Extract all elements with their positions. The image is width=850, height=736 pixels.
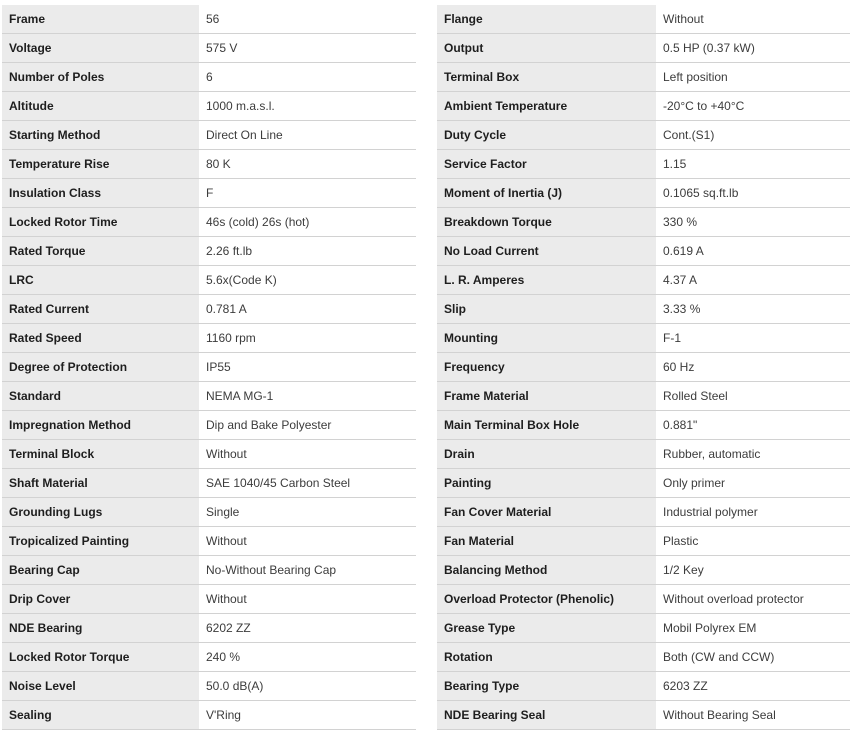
spec-row [2, 469, 416, 498]
spec-value: Without [199, 527, 416, 556]
spec-value: -20°C to +40°C [656, 92, 850, 121]
spec-row [2, 266, 416, 295]
spec-row [437, 179, 850, 208]
spec-value: 0.1065 sq.ft.lb [656, 179, 850, 208]
spec-label: Slip [437, 295, 656, 324]
spec-row [2, 150, 416, 179]
spec-row [2, 34, 416, 63]
spec-value: Only primer [656, 469, 850, 498]
spec-label: Locked Rotor Torque [2, 643, 199, 672]
spec-label: Duty Cycle [437, 121, 656, 150]
spec-row [437, 556, 850, 585]
spec-label: LRC [2, 266, 199, 295]
spec-row [2, 208, 416, 237]
spec-label: Tropicalized Painting [2, 527, 199, 556]
spec-row [2, 353, 416, 382]
spec-value: 1.15 [656, 150, 850, 179]
spec-row [2, 295, 416, 324]
spec-row [437, 150, 850, 179]
spec-value: Direct On Line [199, 121, 416, 150]
spec-row [2, 585, 416, 614]
spec-row [437, 498, 850, 527]
spec-value: Without Bearing Seal [656, 701, 850, 730]
spec-row [437, 440, 850, 469]
spec-value: 50.0 dB(A) [199, 672, 416, 701]
spec-value: 56 [199, 5, 416, 34]
spec-row [437, 63, 850, 92]
spec-value: Left position [656, 63, 850, 92]
spec-label: Standard [2, 382, 199, 411]
spec-value: 1000 m.a.s.l. [199, 92, 416, 121]
spec-value: 0.619 A [656, 237, 850, 266]
spec-value: 330 % [656, 208, 850, 237]
spec-label: Bearing Type [437, 672, 656, 701]
spec-value: SAE 1040/45 Carbon Steel [199, 469, 416, 498]
spec-label: Drip Cover [2, 585, 199, 614]
spec-row [437, 34, 850, 63]
spec-label: Rated Speed [2, 324, 199, 353]
spec-row [2, 121, 416, 150]
spec-label: Service Factor [437, 150, 656, 179]
spec-table-left-body [2, 5, 416, 730]
spec-value: 575 V [199, 34, 416, 63]
spec-row [437, 527, 850, 556]
spec-label: Grounding Lugs [2, 498, 199, 527]
spec-label: L. R. Amperes [437, 266, 656, 295]
spec-value: Both (CW and CCW) [656, 643, 850, 672]
spec-row [2, 672, 416, 701]
spec-value: Plastic [656, 527, 850, 556]
spec-value: No-Without Bearing Cap [199, 556, 416, 585]
spec-table-right-body [437, 5, 850, 730]
spec-row [2, 382, 416, 411]
spec-label: Terminal Block [2, 440, 199, 469]
spec-label: Breakdown Torque [437, 208, 656, 237]
spec-value: Without [199, 585, 416, 614]
spec-value: IP55 [199, 353, 416, 382]
spec-row [437, 295, 850, 324]
spec-row [437, 614, 850, 643]
spec-value: Without [656, 5, 850, 34]
spec-row [2, 701, 416, 730]
spec-value: Single [199, 498, 416, 527]
spec-label: Ambient Temperature [437, 92, 656, 121]
spec-label: Sealing [2, 701, 199, 730]
spec-label: Insulation Class [2, 179, 199, 208]
spec-label: Mounting [437, 324, 656, 353]
spec-value: 3.33 % [656, 295, 850, 324]
spec-row [2, 5, 416, 34]
spec-label: Locked Rotor Time [2, 208, 199, 237]
spec-row [437, 701, 850, 730]
spec-row [2, 63, 416, 92]
spec-label: Shaft Material [2, 469, 199, 498]
spec-value: 6203 ZZ [656, 672, 850, 701]
spec-value: 6202 ZZ [199, 614, 416, 643]
spec-label: No Load Current [437, 237, 656, 266]
spec-row [2, 237, 416, 266]
spec-label: NDE Bearing [2, 614, 199, 643]
spec-label: Rated Torque [2, 237, 199, 266]
spec-row [437, 672, 850, 701]
spec-value: F [199, 179, 416, 208]
spec-row [437, 324, 850, 353]
spec-label: Fan Cover Material [437, 498, 656, 527]
spec-value: 0.781 A [199, 295, 416, 324]
spec-label: Balancing Method [437, 556, 656, 585]
spec-value: 240 % [199, 643, 416, 672]
spec-value: 46s (cold) 26s (hot) [199, 208, 416, 237]
spec-label: Starting Method [2, 121, 199, 150]
spec-value: 4.37 A [656, 266, 850, 295]
spec-row [437, 208, 850, 237]
spec-label: Overload Protector (Phenolic) [437, 585, 656, 614]
spec-row [2, 643, 416, 672]
spec-row [2, 527, 416, 556]
spec-row [437, 92, 850, 121]
spec-value: 6 [199, 63, 416, 92]
spec-value: 2.26 ft.lb [199, 237, 416, 266]
spec-label: Noise Level [2, 672, 199, 701]
spec-value: Without overload protector [656, 585, 850, 614]
spec-row [437, 237, 850, 266]
spec-table-right [437, 5, 850, 730]
spec-value: V'Ring [199, 701, 416, 730]
spec-row [437, 411, 850, 440]
spec-value: 0.881" [656, 411, 850, 440]
spec-row [437, 643, 850, 672]
spec-row [2, 614, 416, 643]
spec-row [2, 440, 416, 469]
spec-label: Moment of Inertia (J) [437, 179, 656, 208]
spec-value: 1/2 Key [656, 556, 850, 585]
spec-table-left [2, 5, 416, 730]
spec-row [437, 266, 850, 295]
spec-label: Voltage [2, 34, 199, 63]
spec-label: Drain [437, 440, 656, 469]
spec-value: Rolled Steel [656, 382, 850, 411]
spec-label: Terminal Box [437, 63, 656, 92]
spec-row [2, 556, 416, 585]
spec-row [437, 121, 850, 150]
spec-value: 60 Hz [656, 353, 850, 382]
spec-value: NEMA MG-1 [199, 382, 416, 411]
spec-value: 80 K [199, 150, 416, 179]
spec-row [437, 382, 850, 411]
spec-label: Grease Type [437, 614, 656, 643]
spec-row [437, 585, 850, 614]
spec-label: Frequency [437, 353, 656, 382]
spec-label: Fan Material [437, 527, 656, 556]
spec-value: Without [199, 440, 416, 469]
spec-label: Main Terminal Box Hole [437, 411, 656, 440]
spec-value: Mobil Polyrex EM [656, 614, 850, 643]
spec-row [2, 324, 416, 353]
spec-value: Dip and Bake Polyester [199, 411, 416, 440]
spec-label: NDE Bearing Seal [437, 701, 656, 730]
spec-label: Frame Material [437, 382, 656, 411]
spec-value: F-1 [656, 324, 850, 353]
spec-value: Industrial polymer [656, 498, 850, 527]
spec-label: Rotation [437, 643, 656, 672]
spec-label: Frame [2, 5, 199, 34]
spec-label: Temperature Rise [2, 150, 199, 179]
spec-label: Number of Poles [2, 63, 199, 92]
spec-row [2, 411, 416, 440]
spec-label: Output [437, 34, 656, 63]
spec-value: 1160 rpm [199, 324, 416, 353]
spec-label: Bearing Cap [2, 556, 199, 585]
spec-row [437, 5, 850, 34]
spec-value: 0.5 HP (0.37 kW) [656, 34, 850, 63]
spec-row [2, 179, 416, 208]
spec-label: Flange [437, 5, 656, 34]
spec-value: Rubber, automatic [656, 440, 850, 469]
spec-label: Rated Current [2, 295, 199, 324]
spec-row [2, 498, 416, 527]
spec-label: Altitude [2, 92, 199, 121]
spec-value: 5.6x(Code K) [199, 266, 416, 295]
spec-label: Painting [437, 469, 656, 498]
spec-row [437, 353, 850, 382]
spec-row [437, 469, 850, 498]
spec-value: Cont.(S1) [656, 121, 850, 150]
spec-label: Impregnation Method [2, 411, 199, 440]
spec-row [2, 92, 416, 121]
spec-label: Degree of Protection [2, 353, 199, 382]
